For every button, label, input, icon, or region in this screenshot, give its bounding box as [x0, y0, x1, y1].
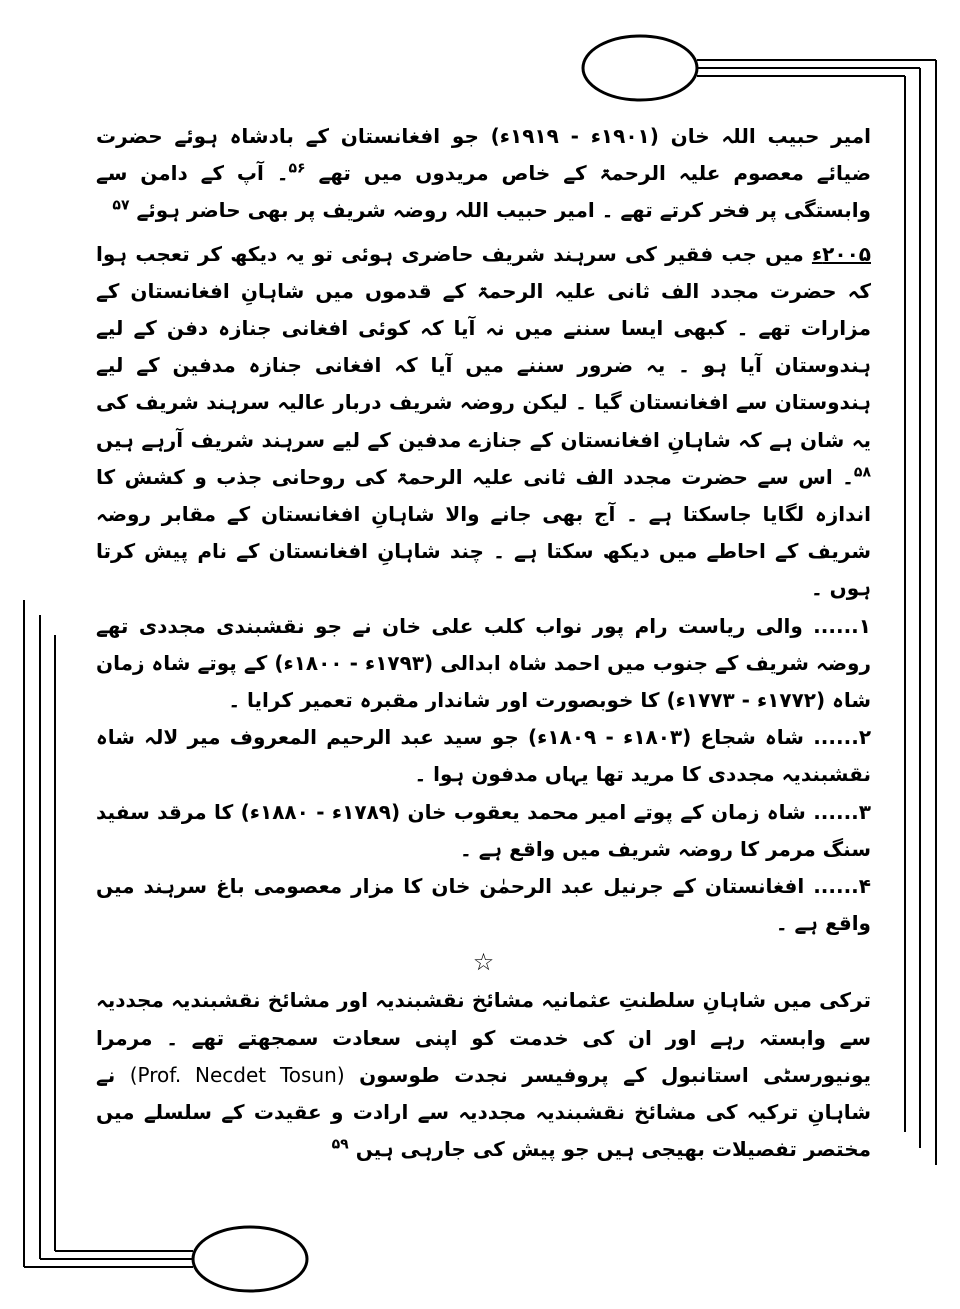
year-text: ۲۰۰۵ء [811, 241, 871, 266]
footnote-ref: ۵۶ [288, 160, 306, 177]
text-run: امیر حبیب اللہ خان (۱۹۰۱ء - ۱۹۱۹ء) جو افغانستان کے بادشاہ ہوئے حضرت ضیائے معصوم علیہ الرحمۃ کے خاص مریدوں میں تھے [96, 124, 872, 186]
footnote-ref: ۵۷ [112, 197, 130, 214]
page-body [96, 118, 871, 1168]
list-item: ۱...... والی ریاست رام پور نواب کلب علی خان نے جو نقشبندی مجددی تھے روضہ شریف کے جنوب میں احمد شاہ ابدالی (۱۷۹۳ء - ۱۸۰۰ء) کے پوتے شاہ زمان شاہ (۱۷۷۲ء - ۱۷۷۳ء) کا خوبصورت اور شاندار مقبرہ تعمیر کرایا ۔ [96, 613, 871, 713]
latin-name: (Prof. Necdet Tosun) [129, 1062, 345, 1087]
text-run: نے شاہانِ ترکیہ کی مشائخ نقشبندیہ مجددیہ سے ارادت و عقیدت کے سلسلے میں مختصر تفصیلات بھیجی ہیں جو پیش کی جارہی ہیں [96, 1062, 871, 1162]
list-item: ۴...... افغانستان کے جرنیل عبد الرحمٰن خان کا مزار معصومی باغ سرہند میں واقع ہے ۔ [96, 874, 871, 936]
text-run: ترکی میں شاہانِ سلطنتِ عثمانیہ مشائخ نقشبندیہ اور مشائخ نقشبندیہ مجددیہ سے وابستہ رہے اور ان کی خدمت کو اپنی سعادت سمجھتے تھے ۔ مرمرا یونیورسٹی استانبول کے پروفیسر نجدت طوسون [96, 988, 872, 1087]
text-run: ۔ آپ کے دامن سے وابستگی پر فخر کرتے تھے ۔ امیر حبیب اللہ روضہ شریف پر بھی حاضر ہوئے [96, 161, 871, 223]
footnote-ref: ۵۸ [853, 464, 871, 481]
star-separator-icon: ☆ [472, 948, 495, 977]
list-item: ۳...... شاہ زمان کے پوتے امیر محمد یعقوب خان (۱۷۸۹ء - ۱۸۸۰ء) کا مرقد سفید سنگ مرمر کا روضہ شریف میں واقع ہے ۔ [96, 799, 871, 861]
text-run: ۔ اس سے حضرت مجدد الف ثانی علیہ الرحمۃ کی روحانی جذب و کشش کا اندازہ لگایا جاسکتا ہے ۔ آج بھی جانے والا شاہانِ افغانستان کے مقابر روضہ شریف کے احاطے میں دیکھ سکتا ہے ۔ چند شاہانِ افغانستان کے نام پیش کرتا ہوں ۔ [96, 464, 871, 601]
footnote-ref: ۵۹ [331, 1136, 349, 1153]
list-item: ۲...... شاہ شجاع (۱۸۰۳ء - ۱۸۰۹ء) جو سید عبد الرحیم المعروف میر لالہ شاہ نقشبندیہ مجددی کا مرید تھا یہاں مدفون ہوا ۔ [96, 725, 872, 787]
text-run: میں جب فقیر کی سرہند شریف حاضری ہوئی تو یہ دیکھ کر تعجب ہوا کہ حضرت مجدد الف ثانی علیہ الرحمۃ کے قدموں میں شاہانِ افغانستان کے مزارات تھے ۔ کبھی ایسا سننے میں نہ آیا کہ کوئی افغانی جنازہ دفن کے لیے ہندوستان آیا ہو ۔ یہ ضرور سننے میں آیا کہ افغانی جنازہ مدفین کے لیے ہندوستان سے افغانستان گیا ۔ لیکن روضہ شریف دربار عالیہ سرہند شریف کی یہ شان ہے کہ شاہانِ افغانستان کے جنازے مدفین کے لیے سرہند شریف آرہے ہیں [96, 241, 871, 452]
paragraph-sirhind-visit [96, 236, 871, 608]
paragraph-habibullah [96, 118, 871, 230]
paragraph-turkey [96, 982, 871, 1168]
top-ornament [583, 36, 697, 100]
bottom-ornament [193, 1227, 307, 1291]
